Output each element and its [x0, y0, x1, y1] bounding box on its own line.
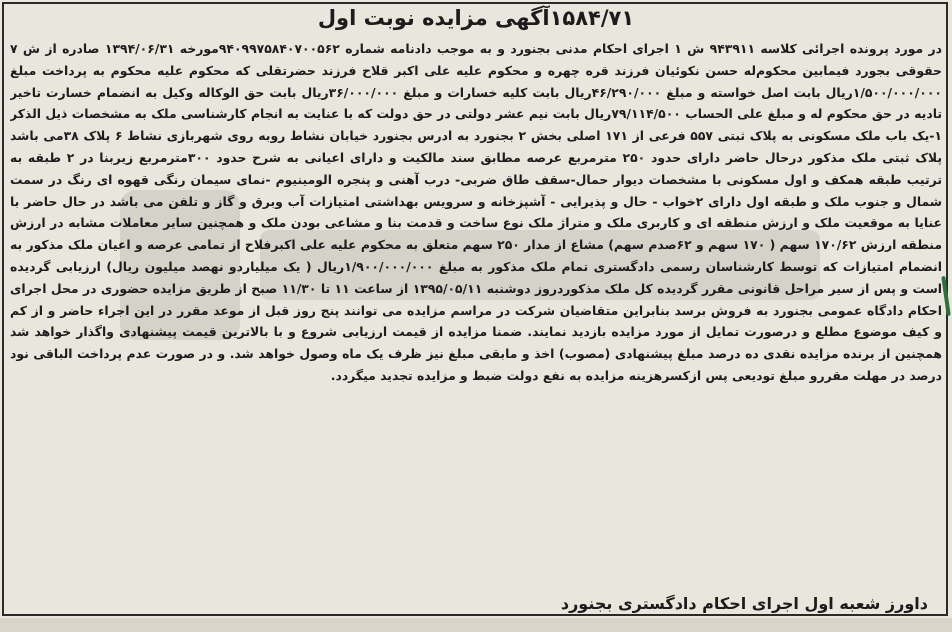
notice-signature: داورز شعبه اول اجرای احکام دادگستری بجنورد	[560, 594, 928, 613]
notice-body-text: در مورد پرونده اجرائی کلاسه ۹۴۳۹۱۱ ش ۱ اجرای احکام مدنی بجنورد و به موجب دادنامه شماره ۹۴۰۹۹۷۵۸۴۰۷۰۰۵۶۲مورخه ۱۳۹۴/۰۶/۳۱ صادره از ش ۷ حقوقی بجورد فیمابین محکوم‌له حسن نکوئیان فرزند قره چهره و محکوم علیه علی اکبر قلاح فرزند حضرتقلی که محکوم علیه محکوم به پرداخت مبلغ ۱/۵۰۰/۰۰۰/۰۰۰ریال بابت اصل خواسته و مبلغ ۴۶/۲۹۰/۰۰۰ریال بابت کلیه خسارات و مبلغ ۳۶/۰۰۰/۰۰۰ریال بابت حق الوکاله وکیل به انضمام خسارت تاخیر تادیه در حق محکوم له و مبلغ علی الحساب ۷۹/۱۱۴/۵۰۰ریال بابت نیم عشر دولتی در حق دولت که با عنایت به انجام کارشناسی ملک به مشخصات ذیل الذکر ۱-یک باب ملک مسکونی به پلاک ثبتی ۵۵۷ فرعی از ۱۷۱ اصلی بخش ۲ بجنورد به ادرس بجنورد خیابان نشاط روبه روی شهربازی نشاط ۶ پلاک ۳۸می باشد پلاک ثبتی ملک مذکور درحال حاضر دارای حدود ۲۵۰ مترمربع عرصه مطابق سند مالکیت و دارای اعیانی به شرح حدود ۳۰۰مترمربع زیربنا در ۲ طبقه به ترتیب طبقه همکف و اول مسکونی با مشخصات دیوار حمال-سقف طاق ضربی- درب آهنی و پنجره الومینیوم -نمای سیمان رنگی قهوه ای رنگ در سمت شمال و جنوب ملک و طبقه اول دارای ۲خواب - حال و پذیرایی - آشپزخانه و سرویس بهداشتی امتیازات آب وبرق و گاز و تلفن می باشد در حال حاضر با عنایا به موقعیت ملک و ارزش منطقه ای و کاربری ملک و متراژ ملک نوع ساخت و قدمت بنا و مشاعی بودن ملک و همچنین سایر معاملات مشابه در ارزش منطقه ارزش ۱۷۰/۶۲ سهم ( ۱۷۰ سهم و ۶۲صدم سهم) مشاع از مدار ۲۵۰ سهم متعلق به محکوم علیه علی اکبرفلاح از تمامی عرصه و اعیان ملک مذکور به انضمام امتیازات که توسط کارشناسان رسمی دادگستری تمام ملک مذکور به مبلغ ۱/۹۰۰/۰۰۰/۰۰۰ریال ( یک میلیاردو نهصد میلیون ریال) ارزیابی گردیده است و پس از سیر مراحل قانونی مقرر گردیده کل ملک مذکوردروز دوشنبه ۱۳۹۵/۰۵/۱۱ از ساعت ۱۱ تا ۱۱/۳۰ صبح از طریق مزایده حضوری در محل اجرای احکام دادگاه عمومی بجنورد به فروش برسد بنابراین متقاضیان شرکت در مراسم مزایده می توانند پنج روز قبل از موعد مقرر در این اجراء حاضر و از کم و کیف موضوع مطلع و درصورت تمایل از مورد مزایده بازدید نمایند. ضمنا مزایده از قیمت ارزیابی شروع و با بالاترین قیمت پیشنهادی واگذار خواهد شد همچنین از برنده مزایده نقدی ده درصد مبلغ پیشنهادی (مصوب) اخذ و مابقی مبلغ نیز ظرف یک ماه وصول خواهد شد. و در صورت عدم پرداخت الباقی نود درصد در مهلت مقررو مبلغ تودیعی پس ازکسرهزینه مزایده به نفع دولت ضبط و مزایده تجدید میگردد.	[10, 41, 942, 383]
bottom-strip	[0, 618, 952, 632]
notice-title: ۱۵۸۴/۷۱آگهی مزایده نوبت اول	[317, 6, 635, 30]
